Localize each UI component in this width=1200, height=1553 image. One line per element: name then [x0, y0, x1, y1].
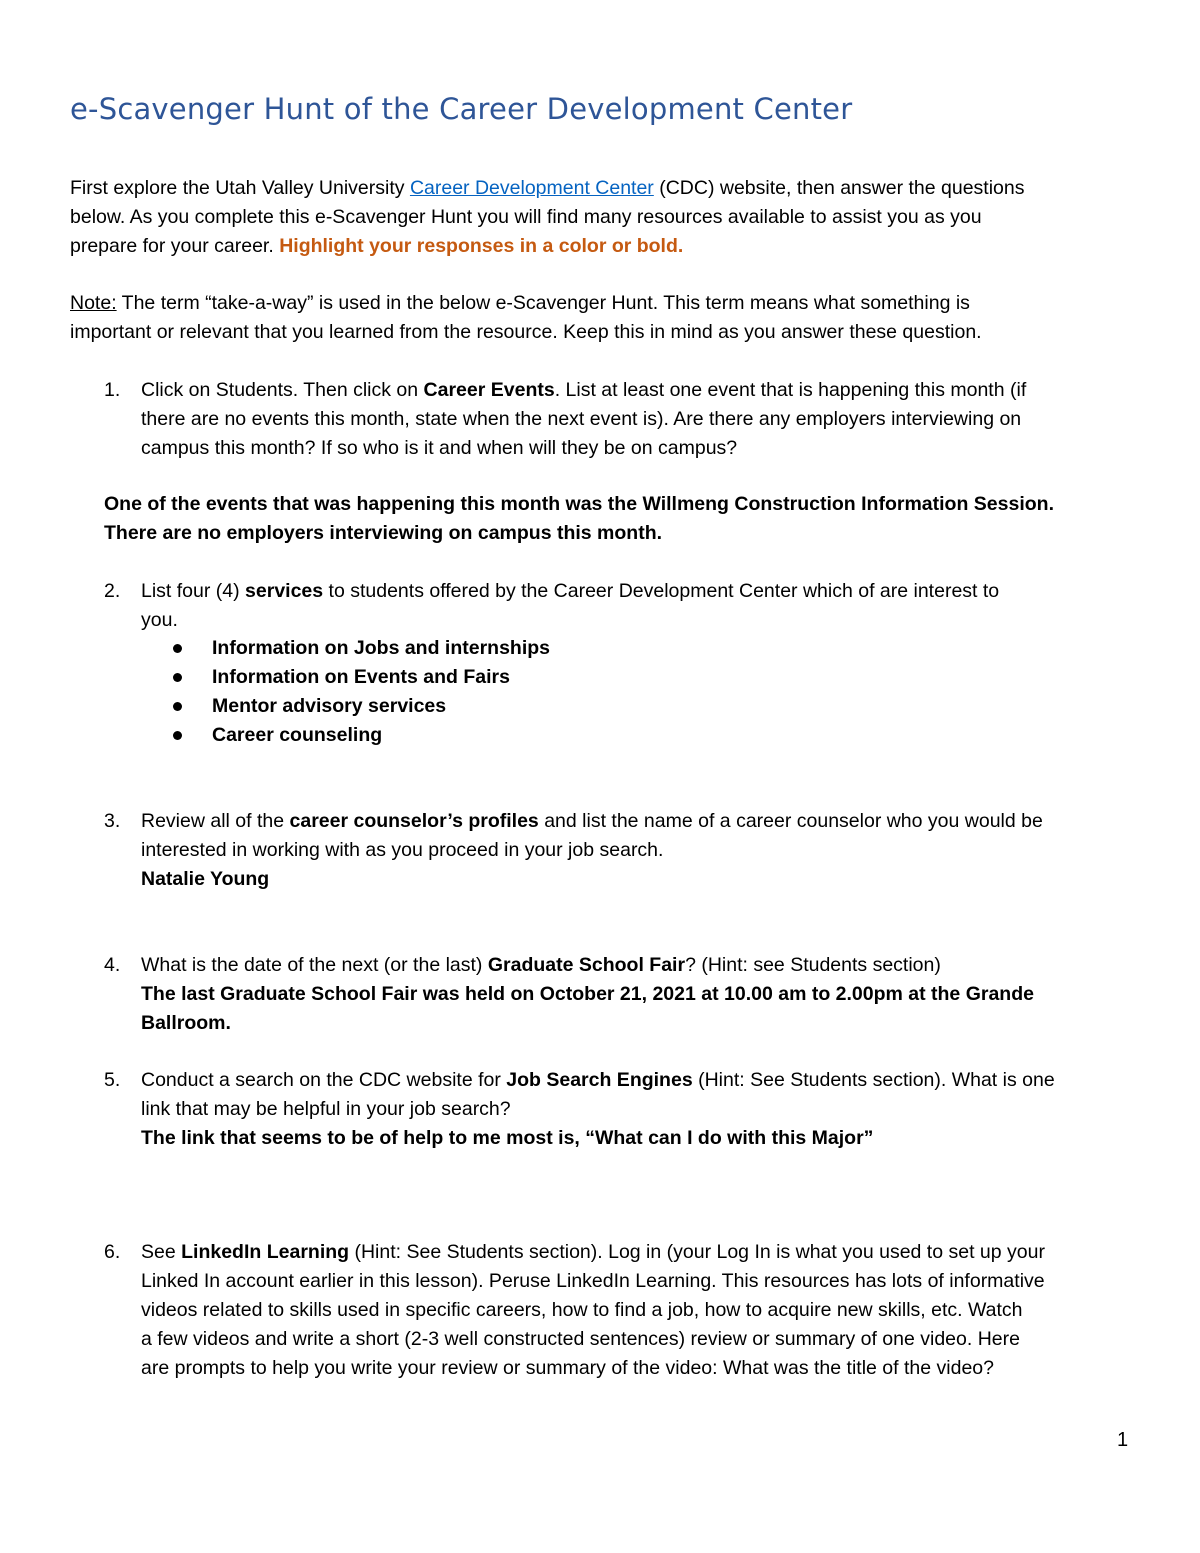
- bullet-icon: [173, 731, 182, 740]
- bullet-icon: [173, 702, 182, 711]
- bullet-icon: [173, 673, 182, 682]
- q2-question: List four (4) services to students offered by the Career Development Center which of are interest to you.: [141, 580, 1000, 631]
- note-label: Note:: [70, 292, 117, 314]
- note-text-1: The term “take-a-way” is used in the below e-Scavenger Hunt. This term means what something is: [116, 292, 970, 314]
- q5-question: Conduct a search on the CDC website for Job Search Engines (Hint: See Students section). What is one link that may be helpful in your job search? The link that seems to be of help to me most is, “What can I do with this Major”: [141, 1069, 1055, 1149]
- highlight-instruction: Highlight your responses in a color or bold.: [279, 235, 684, 257]
- page-title: e-Scavenger Hunt of the Career Development Center: [70, 92, 853, 126]
- intro-text-1: First explore the Utah Valley University: [70, 177, 410, 199]
- document-page: e-Scavenger Hunt of the Career Development Center First explore the Utah Valley University Career Development Center (CDC) website, then answer the questions below. As you complete this e-Scavenger Hunt you will find many resources available to assist you as you prepare for your career. Highlight your responses in a color or bold. Note: The term “take-a-way” is used in the below e-Scavenger Hunt. This term means what something is important or relevant that you learned from the resource. Keep this in mind as you answer these question. 1. Click on Students. Then click on Career Events. List at least one event that is happening this month (if there are no events this month, state when the next event is). Are there any employers interviewing on campus this month? If so who is it and when will they be on campus? One of the events that was happening this month was the Willmeng Construction Information Session. There are no employers interviewing on campus this month. 2. List four (4) services to students offered by the Career Development Center which of are interest to you. Information on Jobs and internships Information on Events and Fairs Mentor advisory services Career counseling 3. Review all of the career counselor’s profiles and list the name of a career counselor who you would be interested in working with as you proceed in your job search. Natalie Young 4. What is the date of the next (or the last) Graduate School Fair? (Hint: see Students section) The last Graduate School Fair was held on October 21, 2021 at 10.00 am to 2.00pm at the Grande Ballroom. 5. Conduct a search on the CDC website for Job Search Engines (Hint: See Students section). What is one link that may be helpful in your job search? The link that seems to be of help to me most is, “What can I do with this Major” 6. See LinkedIn Learning (Hint: See Students section). Log in (your Log In is what you used to set up your Linked In account earlier in this lesson). Peruse LinkedIn Learning. This resources has lots of informative videos related to skills used in specific careers, how to find a job, how to acquire new skills, etc. Watch a few videos and write a short (2-3 well constructed sentences) review or summary of one video. Here are prompts to help you write your review or summary of the video: What was the title of the video? 1: [0, 0, 1200, 1553]
- intro-text-2: (CDC) website, then answer the questions: [653, 177, 1025, 199]
- q6-number: 6.: [104, 1241, 121, 1263]
- q5-number: 5.: [104, 1069, 121, 1091]
- q5-answer: The link that seems to be of help to me most is, “What can I do with this Major”: [141, 1127, 874, 1149]
- cdc-link[interactable]: Career Development Center: [409, 177, 654, 199]
- intro-paragraph: [70, 174, 1130, 261]
- q4-number: 4.: [104, 954, 121, 976]
- note-paragraph: [70, 289, 1130, 347]
- q1-answer: One of the events that was happening this month was the Willmeng Construction Information Session. There are no employers interviewing on campus this month.: [104, 493, 1054, 544]
- q2-number: 2.: [104, 580, 121, 602]
- q3-number: 3.: [104, 810, 121, 832]
- page-number: 1: [1117, 1429, 1129, 1451]
- intro-text-4: prepare for your career.: [70, 235, 280, 257]
- q4-question: What is the date of the next (or the last) Graduate School Fair? (Hint: see Students section) The last Graduate School Fair was held on October 21, 2021 at 10.00 am to 2.00pm at the Grande Ballroom.: [141, 954, 1034, 1034]
- q1-number: 1.: [104, 379, 121, 401]
- bullet-icon: [173, 644, 182, 653]
- note-text-2: important or relevant that you learned from the resource. Keep this in mind as you answer these question.: [70, 321, 982, 343]
- q1-question: Click on Students. Then click on Career Events. List at least one event that is happening this month (if there are no events this month, state when the next event is). Are there any employers interviewing on campus this month? If so who is it and when will they be on campus?: [141, 379, 1027, 459]
- intro-text-3: below. As you complete this e-Scavenger Hunt you will find many resources available to assist you as you: [70, 206, 982, 228]
- q4-answer-2: Ballroom.: [141, 1012, 231, 1034]
- q6-question: See LinkedIn Learning (Hint: See Students section). Log in (your Log In is what you used to set up your Linked In account earlier in this lesson). Peruse LinkedIn Learning. This resources has lots of informative videos related to skills used in specific careers, how to find a job, how to acquire new skills, etc. Watch a few videos and write a short (2-3 well constructed sentences) review or summary of one video. Here are prompts to help you write your review or summary of the video: What was the title of the video?: [141, 1241, 1045, 1379]
- q3-question: Review all of the career counselor’s profiles and list the name of a career counselor who you would be interested in working with as you proceed in your job search. Natalie Young: [141, 810, 1043, 890]
- q3-answer: Natalie Young: [141, 868, 270, 890]
- q4-answer-1: The last Graduate School Fair was held on October 21, 2021 at 10.00 am to 2.00pm at the Grande: [141, 983, 1034, 1005]
